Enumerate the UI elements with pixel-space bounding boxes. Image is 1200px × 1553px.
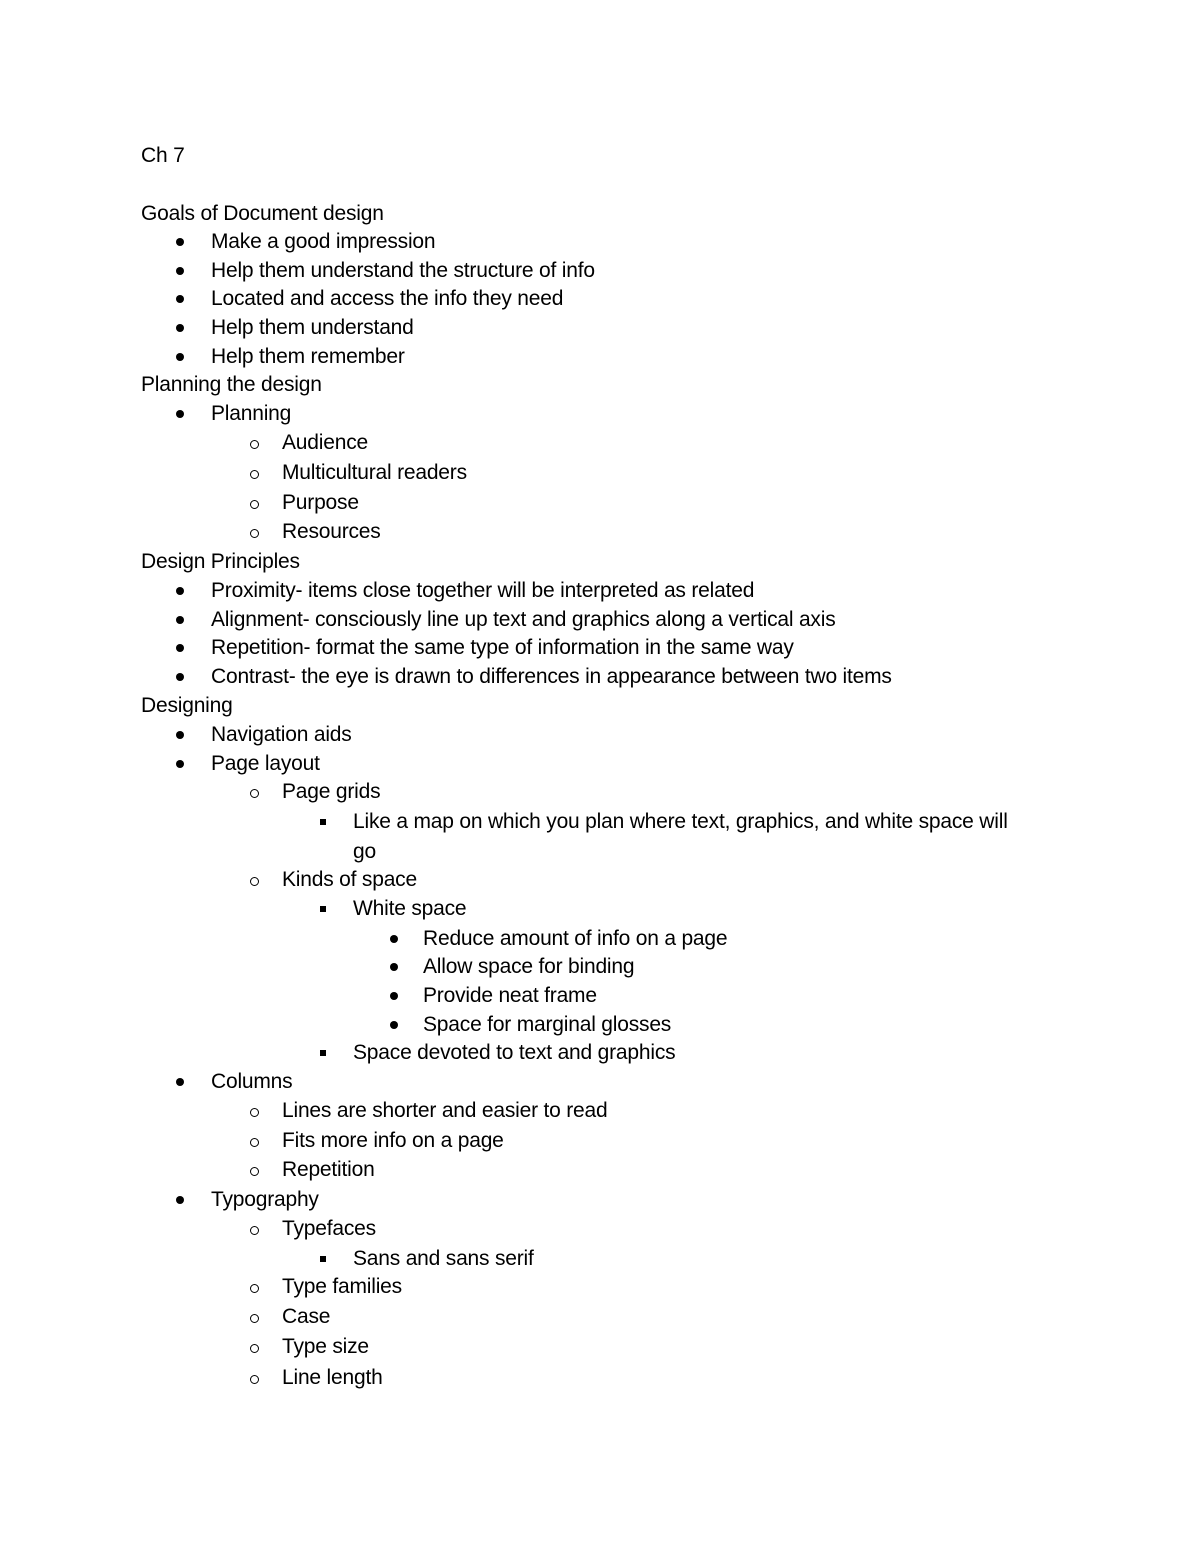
- bullet-icon: [390, 935, 398, 943]
- list-item: Help them understand the structure of info: [211, 259, 595, 282]
- circle-bullet-icon: [250, 1375, 259, 1384]
- list-item: Contrast- the eye is drawn to differences in appearance between two items: [211, 665, 892, 688]
- circle-bullet-icon: [250, 1226, 259, 1235]
- sub-list-item: Purpose: [282, 491, 359, 514]
- sub-list-item: Page grids: [282, 780, 381, 803]
- bullet-icon: [390, 1021, 398, 1029]
- level4-list-item: Provide neat frame: [423, 984, 597, 1007]
- list-item: Help them remember: [211, 345, 405, 368]
- level4-list-item: Allow space for binding: [423, 955, 635, 978]
- bullet-icon: [390, 992, 398, 1000]
- circle-bullet-icon: [250, 500, 259, 509]
- list-item: Located and access the info they need: [211, 287, 564, 310]
- sub-list-item: Lines are shorter and easier to read: [282, 1099, 608, 1122]
- sub-list-item: Typefaces: [282, 1217, 376, 1240]
- section-heading-principles: Design Principles: [141, 550, 300, 573]
- circle-bullet-icon: [250, 1314, 259, 1323]
- sub-list-item: Case: [282, 1305, 331, 1328]
- square-bullet-icon: [320, 1256, 326, 1262]
- bullet-icon: [176, 644, 184, 652]
- circle-bullet-icon: [250, 1108, 259, 1117]
- square-bullet-icon: [320, 819, 326, 825]
- sub-list-item: Line length: [282, 1366, 383, 1389]
- sub-sub-list-item: Like a map on which you plan where text, graphics, and white space will: [353, 810, 1008, 833]
- sub-sub-list-item: Sans and sans serif: [353, 1247, 534, 1270]
- square-bullet-icon: [320, 906, 326, 912]
- sub-list-item: Fits more info on a page: [282, 1129, 504, 1152]
- list-item: Make a good impression: [211, 230, 436, 253]
- bullet-icon: [176, 587, 184, 595]
- list-item: Proximity- items close together will be interpreted as related: [211, 579, 755, 602]
- sub-sub-list-item-continuation: go: [353, 840, 376, 863]
- circle-bullet-icon: [250, 1167, 259, 1176]
- list-item: Navigation aids: [211, 723, 352, 746]
- list-item: Typography: [211, 1188, 319, 1211]
- circle-bullet-icon: [250, 440, 259, 449]
- section-heading-planning: Planning the design: [141, 373, 322, 396]
- section-heading-goals: Goals of Document design: [141, 202, 384, 225]
- section-heading-designing: Designing: [141, 694, 233, 717]
- sub-list-item: Repetition: [282, 1158, 375, 1181]
- bullet-icon: [176, 760, 184, 768]
- circle-bullet-icon: [250, 470, 259, 479]
- level4-list-item: Space for marginal glosses: [423, 1013, 672, 1036]
- list-item: Repetition- format the same type of information in the same way: [211, 636, 794, 659]
- list-item: Page layout: [211, 752, 320, 775]
- bullet-icon: [176, 410, 184, 418]
- list-item: Alignment- consciously line up text and graphics along a vertical axis: [211, 608, 836, 631]
- level4-list-item: Reduce amount of info on a page: [423, 927, 728, 950]
- circle-bullet-icon: [250, 1344, 259, 1353]
- sub-list-item: Resources: [282, 520, 381, 543]
- list-item: Columns: [211, 1070, 293, 1093]
- bullet-icon: [176, 353, 184, 361]
- square-bullet-icon: [320, 1050, 326, 1056]
- sub-list-item: Multicultural readers: [282, 461, 467, 484]
- bullet-icon: [176, 324, 184, 332]
- sub-list-item: Kinds of space: [282, 868, 417, 891]
- circle-bullet-icon: [250, 1138, 259, 1147]
- sub-list-item: Type size: [282, 1335, 369, 1358]
- circle-bullet-icon: [250, 529, 259, 538]
- list-item: Planning: [211, 402, 292, 425]
- page-title: Ch 7: [141, 144, 185, 167]
- sub-sub-list-item: Space devoted to text and graphics: [353, 1041, 676, 1064]
- bullet-icon: [390, 963, 398, 971]
- bullet-icon: [176, 616, 184, 624]
- circle-bullet-icon: [250, 789, 259, 798]
- sub-list-item: Type families: [282, 1275, 402, 1298]
- sub-list-item: Audience: [282, 431, 368, 454]
- bullet-icon: [176, 731, 184, 739]
- circle-bullet-icon: [250, 877, 259, 886]
- list-item: Help them understand: [211, 316, 414, 339]
- bullet-icon: [176, 1078, 184, 1086]
- bullet-icon: [176, 267, 184, 275]
- circle-bullet-icon: [250, 1284, 259, 1293]
- sub-sub-list-item: White space: [353, 897, 467, 920]
- bullet-icon: [176, 295, 184, 303]
- bullet-icon: [176, 1196, 184, 1204]
- bullet-icon: [176, 238, 184, 246]
- bullet-icon: [176, 673, 184, 681]
